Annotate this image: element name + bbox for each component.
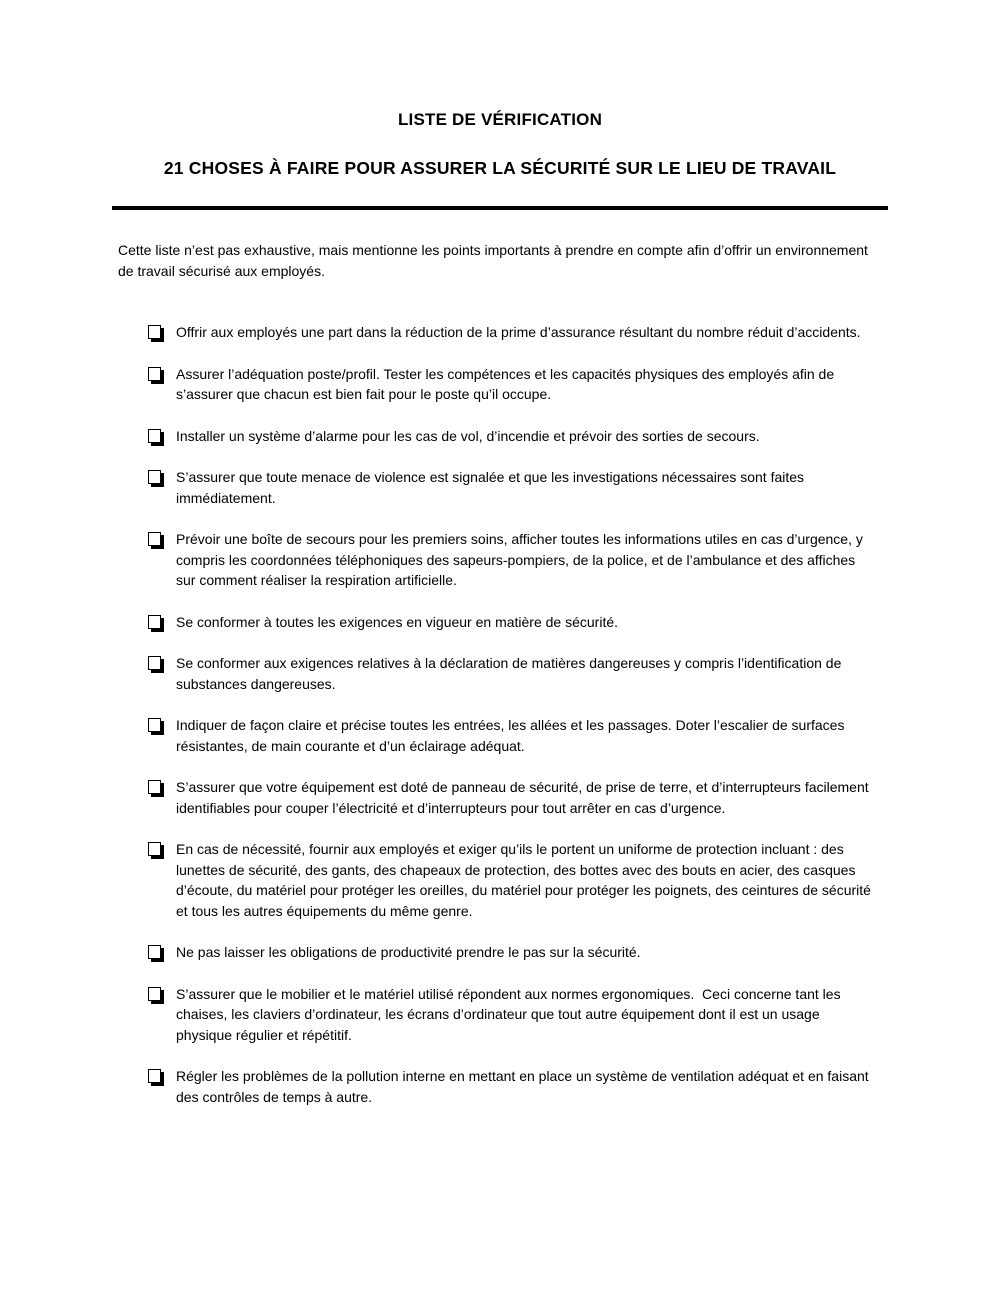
- checkbox-icon: [148, 780, 161, 794]
- checklist-item-text: Offrir aux employés une part dans la réduction de la prime d’assurance résultant du nombre réduit d’accidents.: [176, 324, 861, 341]
- checkbox-icon: [148, 325, 161, 339]
- checklist-item-text: En cas de nécessité, fournir aux employés et exiger qu’ils le portent un uniforme de protection incluant : des lunettes de sécurité, des gants, des chapeaux de protection, des bottes avec des bouts en acier, des casques d’écoute, du matériel pour protéger les oreilles, du matériel pour protéger les poignets, des ceintures de sécurité et tous les autres équipements du même genre.: [176, 841, 875, 919]
- checkbox-icon: [148, 532, 161, 546]
- checkbox-icon: [148, 429, 161, 443]
- checklist-item-text: S’assurer que toute menace de violence est signalée et que les investigations nécessaires sont faites immédiatement.: [176, 469, 808, 506]
- checklist-item-text: Indiquer de façon claire et précise toutes les entrées, les allées et les passages. Doter l’escalier de surfaces résistantes, de main courante et d’un éclairage adéquat.: [176, 717, 849, 754]
- checkbox-icon: [148, 470, 161, 484]
- checklist-item-text: Se conformer à toutes les exigences en vigueur en matière de sécurité.: [176, 613, 619, 630]
- checklist-item: [148, 777, 882, 818]
- checklist-item: [148, 942, 882, 963]
- checklist-item: [148, 1066, 882, 1107]
- checklist-item: [148, 984, 882, 1046]
- checkbox-icon: [148, 987, 161, 1001]
- checklist-item: [148, 322, 882, 343]
- checklist-item-text: Assurer l’adéquation poste/profil. Tester les compétences et les capacités physiques des employés afin de s’assurer que chacun est bien fait pour le poste qu’il occupe.: [176, 365, 838, 403]
- checklist-item-text: Ne pas laisser les obligations de productivité prendre le pas sur la sécurité.: [176, 944, 641, 961]
- checkbox-icon: [148, 367, 161, 381]
- checkbox-icon: [148, 1069, 161, 1083]
- divider-rule: [112, 206, 888, 210]
- checkbox-icon: [148, 718, 161, 732]
- checklist-item: [148, 364, 882, 405]
- checklist-item: [148, 467, 882, 508]
- checklist-item-text: Prévoir une boîte de secours pour les premiers soins, afficher toutes les informations utiles en cas d’urgence, y compris les coordonnées téléphoniques des sapeurs-pompiers, de la police, et de l’ambulance et des affiches sur comment réaliser la respiration artificielle.: [176, 531, 867, 589]
- checkbox-icon: [148, 615, 161, 629]
- checklist-item: [148, 839, 882, 921]
- checklist: [118, 322, 882, 1107]
- checkbox-icon: [148, 842, 161, 856]
- checklist-item: [148, 653, 882, 694]
- checkbox-icon: [148, 656, 161, 670]
- document-title: LISTE DE VÉRIFICATION: [397, 110, 603, 129]
- checkbox-icon: [148, 945, 161, 959]
- checklist-item-text: S’assurer que le mobilier et le matériel utilisé répondent aux normes ergonomiques. Ceci concerne tant les chaises, les claviers d’ordinateur, les écrans d’ordinateur que tout autre équipement dont il est un usage physique régulier et répétitif.: [176, 985, 845, 1043]
- checklist-item: [148, 715, 882, 756]
- document-subtitle: 21 CHOSES À FAIRE POUR ASSURER LA SÉCURITÉ SUR LE LIEU DE TRAVAIL: [163, 158, 837, 179]
- checklist-item-text: Installer un système d’alarme pour les cas de vol, d’incendie et prévoir des sorties de secours.: [176, 427, 760, 444]
- checklist-item: [148, 612, 882, 633]
- checklist-item: [148, 426, 882, 447]
- checklist-item-text: Régler les problèmes de la pollution interne en mettant en place un système de ventilation adéquat et en faisant des contrôles de temps à autre.: [176, 1068, 873, 1105]
- intro-paragraph: Cette liste n’est pas exhaustive, mais mentionne les points importants à prendre en compte afin d’offrir un environnement de travail sécurisé aux employés.: [118, 242, 868, 280]
- checklist-item-text: S’assurer que votre équipement est doté de panneau de sécurité, de prise de terre, et d’interrupteurs facilement identifiables pour couper l’électricité et d’interrupteurs pour tout arrêter en cas d’urgence.: [176, 779, 873, 816]
- checklist-item: [148, 529, 882, 591]
- checklist-item-text: Se conformer aux exigences relatives à la déclaration de matières dangereuses y compris l’identification de substances dangereuses.: [176, 655, 846, 692]
